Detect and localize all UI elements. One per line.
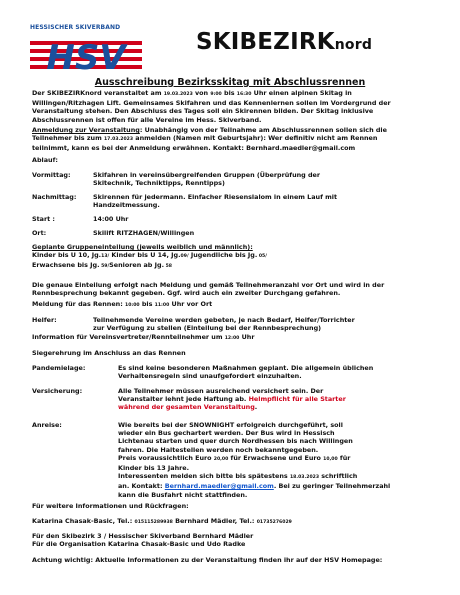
siegerehrung-line: Siegerehrung im Anschluss an das Rennen [32, 349, 186, 357]
contact-line: Katarina Chasak-Basic, Tel.: 015115289938 Bernhard Mädler, Tel.: 01735276029 [32, 517, 292, 525]
helfer-text: Teilnehmende Vereine werden gebeten, je nach Bedarf, Helfer/Torrichter zur Verfügung zu stellen (Einteilung bei der Rennbesprechung) [93, 316, 355, 333]
organisation-block: Für den Skibezirk 3 / Hessischer Skiverband Bernhard Mädler Für die Organisation Katarina Chasak-Basic und Udo Radke [32, 532, 254, 549]
document-title: Ausschreibung Bezirksskitag mit Abschlussrennen [94, 77, 366, 88]
versicherung-text: Alle Teilnehmer müssen ausreichend versichert sein. Der Veranstalter lehnt jede Haftung ab. Helmpflicht für alle Starter während der gesamten Veranstaltung. [118, 387, 346, 412]
vormittag-label: Vormittag: [32, 171, 71, 179]
intro-paragraph: Der SKIBEZIRKnord veranstaltet am 19.03.2023 von 9:00 bis 16:30 Uhr einen alpinen Skitag in Willingen/Ritzhagen Lift. Gemeinsames Skifahren und das Kennenlernen sollen im Vordergrund der Veranstaltung stehen. Den Abschluss des Tages soll ein Skirennen bilden. Der Skitag inklusive Abschlussrennen ist offen für alle Vereine im Hess. Skiverband. [32, 89, 391, 124]
achtung-line: Achtung wichtig: Aktuelle Informationen zu der Veranstaltung finden ihr auf der HSV Homepage: [32, 556, 383, 564]
nachmittag-label: Nachmittag: [32, 193, 77, 201]
ort-label: Ort: [32, 229, 47, 237]
vormittag-text: Skifahren in vereinsübergreifenden Gruppen (Überprüfung der Skitechnik, Techniktipps, Renntipps) [93, 171, 321, 188]
hsv-logo-mark [30, 33, 142, 73]
gruppen-heading: Geplante Gruppeneinteilung (jeweils weiblich und männlich): [32, 243, 253, 251]
ablauf-heading: Ablauf: [32, 156, 58, 164]
hsv-logo [30, 24, 142, 82]
ort-value: Skilift RITZHAGEN/Willingen [93, 229, 195, 237]
gruppen-paragraph: Geplante Gruppeneinteilung (jeweils weiblich und männlich): Kinder bis U 10, Jg.13/ Kinder bis U 14, Jg.09/ Jugendliche bis Jg. 05/ Erwachsene bis Jg. 59/Senioren ab Jg. 58 [32, 243, 432, 272]
anmeldung-label: Anmeldung zur Veranstaltung [32, 126, 140, 134]
meldung-line: Meldung für das Rennen: 10:00 bis 11:00 Uhr vor Ort [32, 300, 213, 308]
pandemie-label: Pandemielage: [32, 364, 86, 372]
anreise-label: Anreise: [32, 421, 62, 429]
weitere-info-line: Für weitere Informationen und Rückfragen: [32, 502, 189, 510]
anreise-email-link[interactable]: Bernhard.maedler@gmail.com [164, 482, 274, 491]
nachmittag-text: Skirennen für jedermann. Einfacher Riesenslalom in einem Lauf mit Handzeitmessung. [93, 193, 338, 210]
brand-main: SKIBEZIRK [196, 29, 335, 55]
versicherung-label: Versicherung: [32, 387, 83, 395]
start-value: 14:00 Uhr [93, 215, 129, 223]
einteilung-paragraph: Die genaue Einteilung erfolgt nach Meldung und gemäß Teilnehmeranzahl vor Ort und wird in der Rennbesprechung bekannt gegeben. Ggf. wird auch ein zweiter Durchgang gefahren. [32, 281, 385, 298]
helfer-info: Information für Vereinsvertreter/Rennteilnehmer um 12:00 Uhr [32, 333, 255, 341]
logo-letters: HSV [46, 38, 126, 73]
brand-title [196, 29, 372, 55]
logo-band-text: HESSISCHER SKIVERBAND [30, 24, 121, 31]
anmeldung-paragraph: Anmeldung zur Veranstaltung: Unabhängig von der Teilnahme am Abschlussrennen sollen sich die Teilnehmer bis zum 17.03.2023 anmelden (Namen mit Geburtsjahr): Wer definitiv nicht am Rennen teilnimmt, kann es bei der Anmeldung erwähnen. Kontakt: Bernhard.maedler@gmail.com [32, 126, 387, 153]
start-label: Start : [32, 215, 55, 223]
pandemie-text: Es sind keine besonderen Maßnahmen geplant. Die allgemein üblichen Verhaltensregeln sind unaufgefordert einzuhalten. [118, 364, 374, 381]
anreise-text: Wie bereits bei der SNOWNIGHT erfolgreich durchgeführt, soll wieder ein Bus gechartert werden. Der Bus wird in Hessisch Lichtenau starten und quer durch Nordhessen bis nach Willingen fahren. Die Haltestellen werden noch bekanntgegeben. Preis voraussichtlich Euro 20,00 für Erwachsene und Euro 10,00 für Kinder bis 13 Jahre. Interessenten melden sich bitte bis spätestens 18.03.2023 schriftlich an. Kontakt: Bernhard.maedler@gmail.com. Bei zu geringer Teilnehmerzahl kann die Busfahrt nicht stattfinden. [118, 421, 391, 499]
helfer-label: Helfer: [32, 316, 57, 324]
brand-sub: nord [334, 37, 373, 53]
helmpflicht-notice: Helmpflicht für alle Starter [248, 395, 346, 404]
